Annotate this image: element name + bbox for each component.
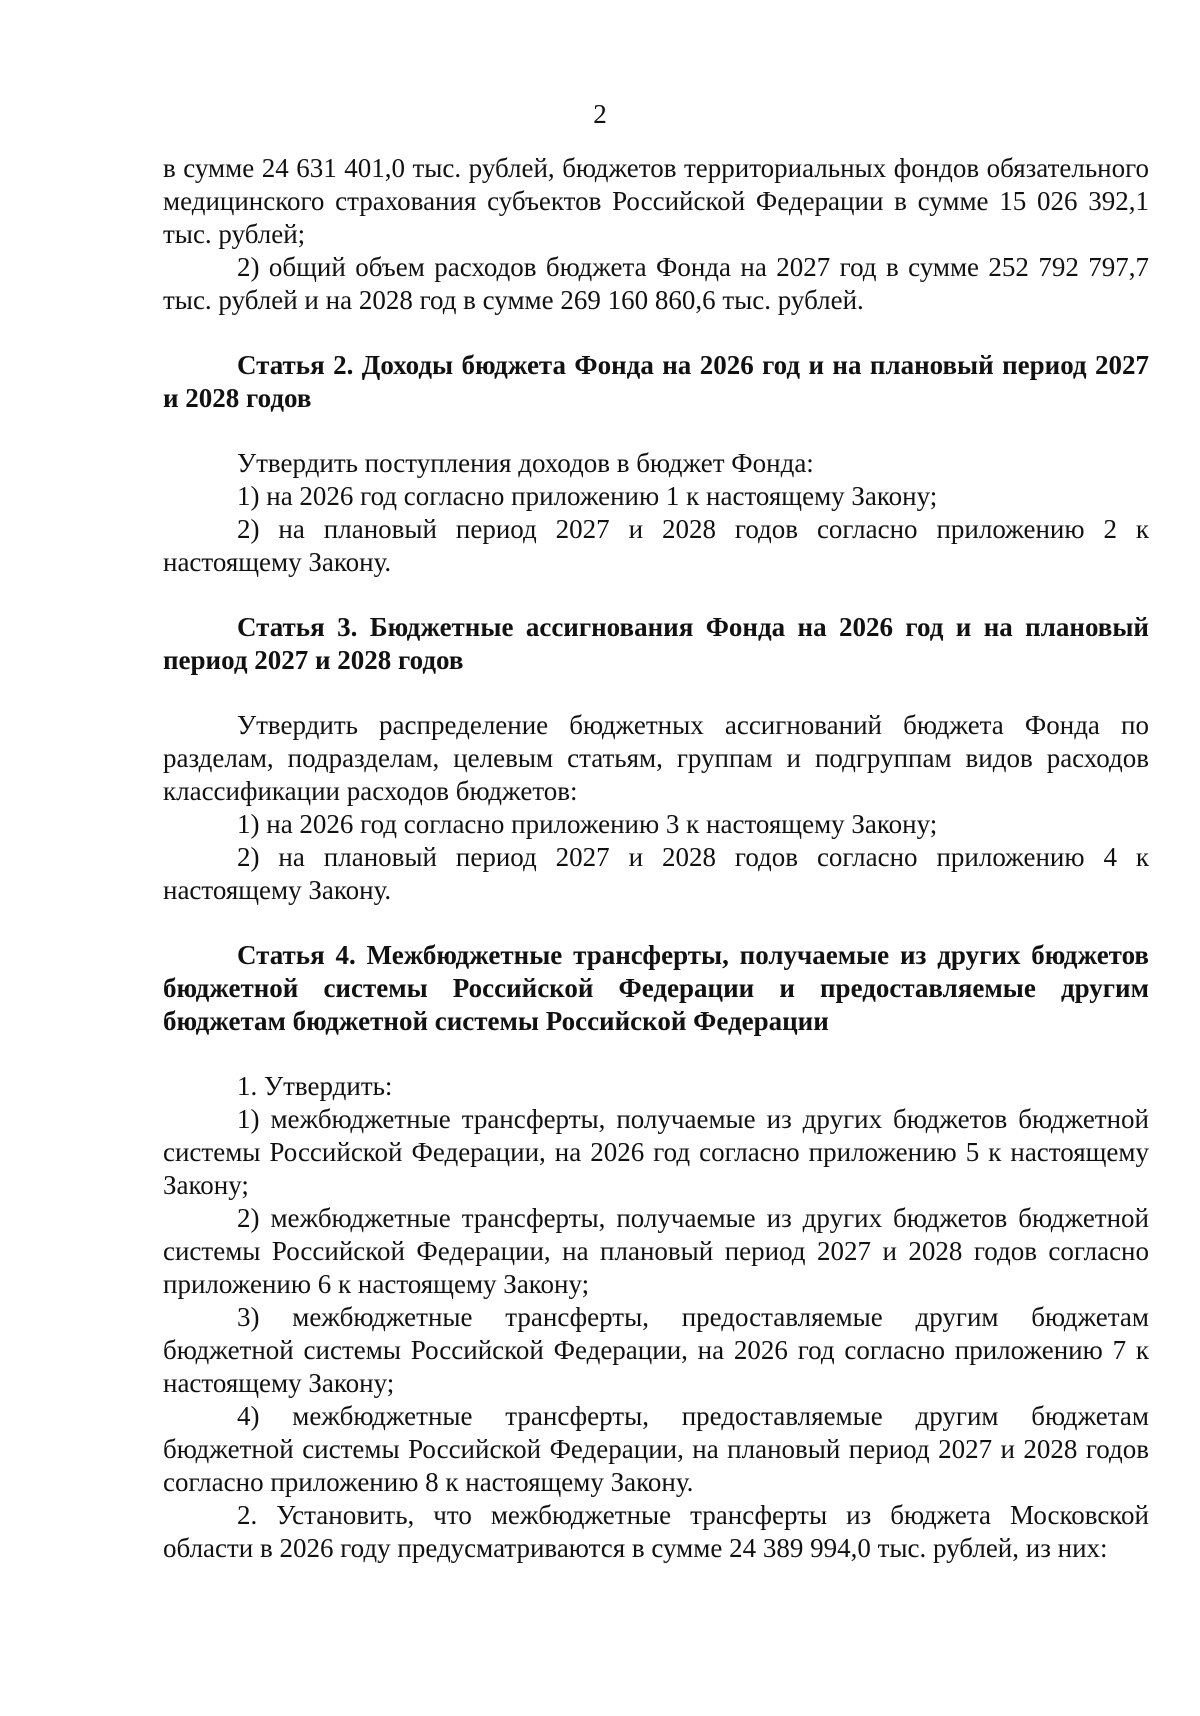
page-number: 2 [593,99,607,129]
article-4-item-3: 3) межбюджетные трансферты, предоставляемые другим бюджетам бюджетной системы Российской Федерации, на 2026 год согласно приложению 7 к настоящему Закону; [163,1302,1149,1398]
article-2-heading: Статья 2. Доходы бюджета Фонда на 2026 год и на плановый период 2027 и 2028 годов [163,350,1149,413]
article-4-item-4: 4) межбюджетные трансферты, предоставляемые другим бюджетам бюджетной системы Российской Федерации, на плановый период 2027 и 2028 годов согласно приложению 8 к настоящему Закону. [163,1401,1149,1497]
article-3-item-1: 1) на 2026 год согласно приложению 3 к настоящему Закону; [237,809,938,839]
article-4-heading: Статья 4. Межбюджетные трансферты, получаемые из других бюджетов бюджетной системы Российской Федерации и предоставляемые другим бюджетам бюджетной системы Российской Федерации [163,940,1149,1036]
article-2-item-1: 1) на 2026 год согласно приложению 1 к настоящему Закону; [237,481,938,511]
article-4-item-2: 2) межбюджетные трансферты, получаемые из других бюджетов бюджетной системы Российской Федерации, на плановый период 2027 и 2028 годов согласно приложению 6 к настоящему Закону; [163,1203,1149,1299]
article-2-intro: Утвердить поступления доходов в бюджет Фонда: [237,448,814,478]
document-body [163,152,1149,1565]
article-3-heading: Статья 3. Бюджетные ассигнования Фонда на 2026 год и на плановый период 2027 и 2028 годов [163,612,1149,675]
article-3-item-2: 2) на плановый период 2027 и 2028 годов согласно приложению 4 к настоящему Закону. [163,842,1149,905]
article-4-point-2: 2. Установить, что межбюджетные трансферты из бюджета Московской области в 2026 году предусматриваются в сумме 24 389 994,0 тыс. рублей, из них: [163,1500,1149,1563]
article-4-point-1: 1. Утвердить: [237,1071,393,1101]
article-4-item-1: 1) межбюджетные трансферты, получаемые из других бюджетов бюджетной системы Российской Федерации, на 2026 год согласно приложению 5 к настоящему Закону; [163,1104,1149,1200]
paragraph-continuation: в сумме 24 631 401,0 тыс. рублей, бюджетов территориальных фондов обязательного медицинского страхования субъектов Российской Федерации в сумме 15 026 392,1 тыс. рублей; [163,153,1149,249]
article-3-intro: Утвердить распределение бюджетных ассигнований бюджета Фонда по разделам, подразделам, целевым статьям, группам и подгруппам видов расходов классификации расходов бюджетов: [163,710,1149,806]
article-2-item-2: 2) на плановый период 2027 и 2028 годов согласно приложению 2 к настоящему Закону. [163,514,1149,577]
paragraph-total-expenses: 2) общий объем расходов бюджета Фонда на 2027 год в сумме 252 792 797,7 тыс. рублей и на 2028 год в сумме 269 160 860,6 тыс. рублей. [163,252,1149,315]
